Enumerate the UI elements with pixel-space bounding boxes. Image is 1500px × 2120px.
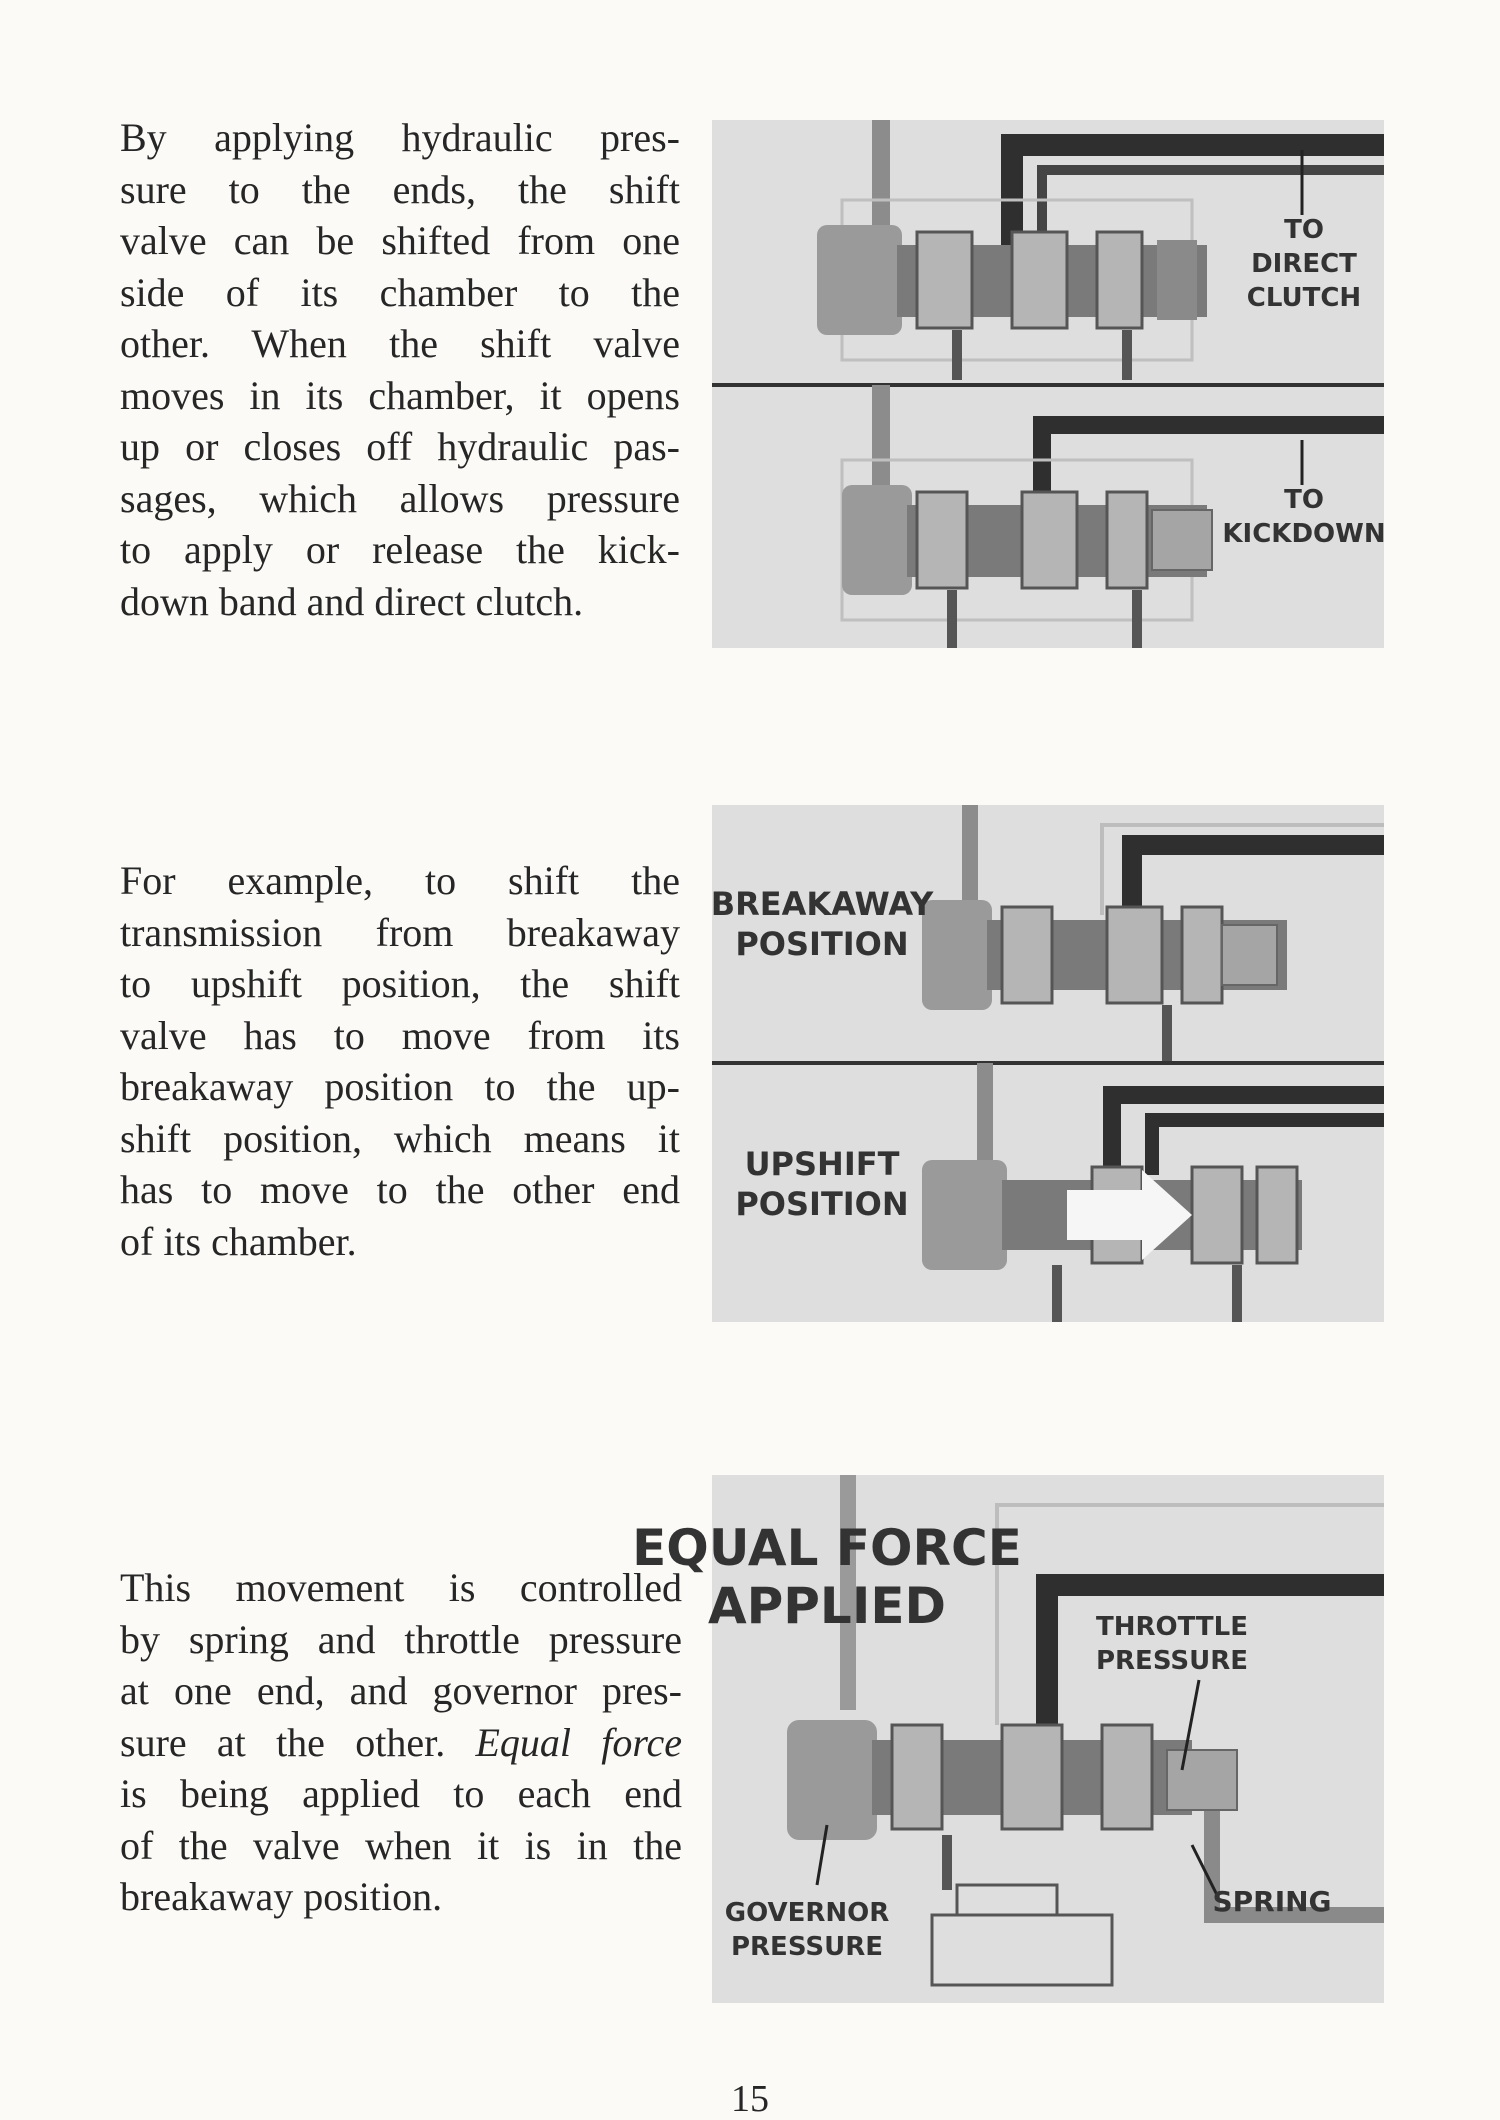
text-line	[120, 1717, 682, 1769]
label-breakaway-2: POSITION	[735, 925, 909, 963]
text-line: of its chamber.	[120, 1218, 357, 1264]
label-to-kickdown-1: TO	[1284, 485, 1324, 515]
text-line: other. When the shift valve	[120, 321, 680, 366]
label-breakaway-1: BREAKAWAY	[710, 885, 934, 923]
label-equal-force-2: APPLIED	[707, 1577, 947, 1635]
label-upshift-1: UPSHIFT	[744, 1145, 900, 1183]
text-span: sure at the other.	[120, 1719, 446, 1765]
paragraph-1	[120, 112, 680, 627]
figure-breakaway-upshift	[712, 805, 1384, 1322]
text-line: breakaway position.	[120, 1874, 443, 1919]
label-to-kickdown-2: KICKDOWN	[1222, 519, 1386, 549]
label-spring: SPRING	[1212, 1885, 1332, 1918]
label-to-direct-clutch-2: DIRECT	[1251, 249, 1357, 279]
page-number: 15	[731, 2078, 769, 2120]
label-throttle-1: THROTTLE	[1095, 1612, 1249, 1642]
label-upshift-2: POSITION	[735, 1185, 909, 1223]
emphasis-text: Equal force	[475, 1719, 683, 1765]
text-line: of the valve when it is in the	[120, 1822, 682, 1868]
text-line: down band and direct clutch.	[120, 578, 584, 624]
text-line: to upshift position, the shift	[120, 961, 680, 1006]
text-line: side of its chamber to the	[120, 269, 680, 315]
text-line: For example, to shift the	[120, 858, 680, 903]
text-line: shift position, which means it	[120, 1115, 680, 1161]
text-line: has to move to the other end	[120, 1167, 680, 1212]
paragraph-2	[120, 855, 680, 1267]
label-governor-2: PRESSURE	[730, 1932, 884, 1962]
text-line: transmission from breakaway	[120, 909, 680, 955]
label-equal-force-1: EQUAL FORCE	[632, 1519, 1022, 1577]
text-line: by spring and throttle pressure	[120, 1616, 682, 1662]
label-to-direct-clutch-1: TO	[1284, 215, 1324, 245]
text-line: sages, which allows pressure	[120, 475, 680, 521]
text-line: breakaway position to the up-	[120, 1064, 680, 1109]
figure-shift-valve-passages	[712, 120, 1384, 648]
text-line: By applying hydraulic pres-	[120, 115, 680, 160]
text-line: is being applied to each end	[120, 1771, 682, 1816]
figure-equal-force	[632, 1475, 1384, 2003]
text-line: at one end, and governor pres-	[120, 1668, 682, 1713]
text-line: This movement is controlled	[120, 1565, 682, 1610]
text-line: moves in its chamber, it opens	[120, 372, 680, 418]
text-line: up or closes off hydraulic pas-	[120, 424, 680, 469]
text-line: to apply or release the kick-	[120, 527, 680, 572]
label-governor-1: GOVERNOR	[724, 1898, 890, 1928]
text-line: sure to the ends, the shift	[120, 166, 680, 212]
text-line: valve can be shifted from one	[120, 218, 680, 263]
label-to-direct-clutch-3: CLUTCH	[1246, 283, 1362, 313]
text-line: valve has to move from its	[120, 1012, 680, 1058]
label-throttle-2: PRESSURE	[1095, 1646, 1249, 1676]
paragraph-3	[120, 1562, 682, 1923]
